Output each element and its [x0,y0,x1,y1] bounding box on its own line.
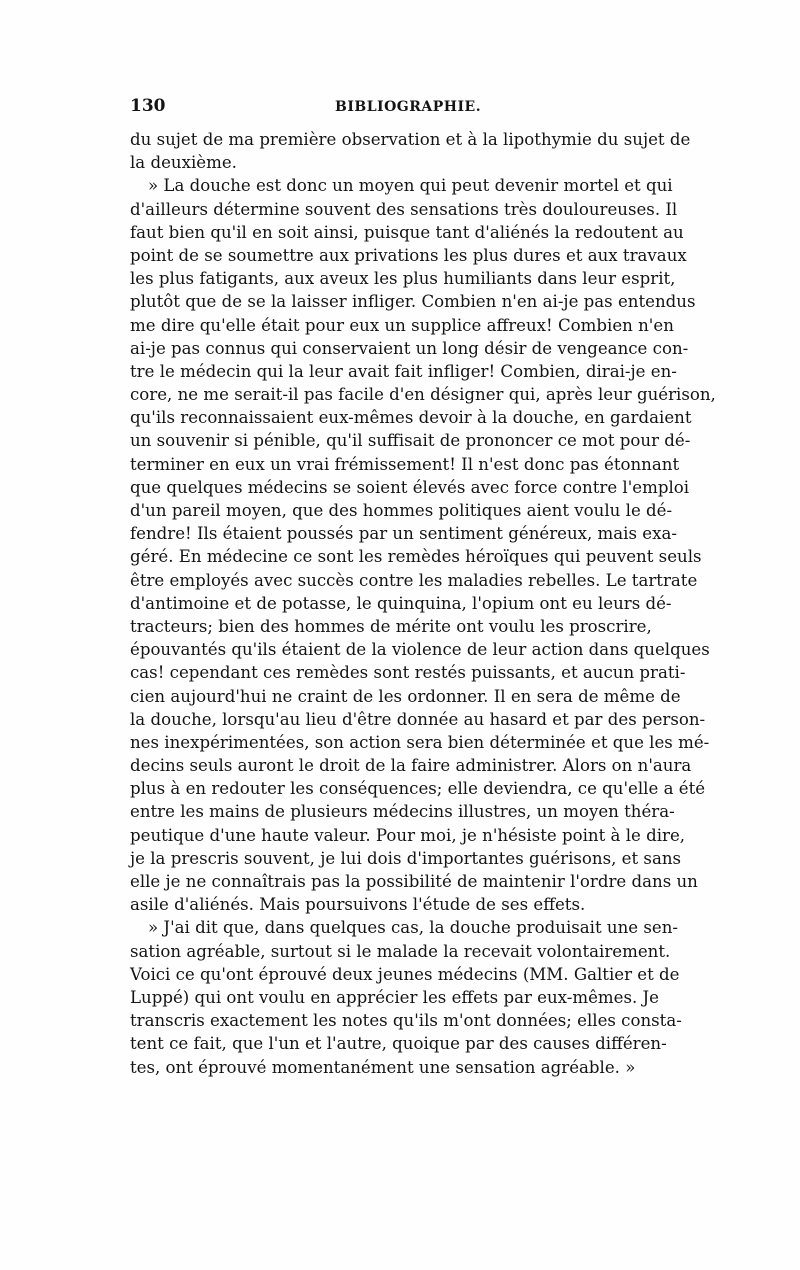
text-line: entre les mains de plusieurs médecins illustres, un moyen théra- [130,802,675,822]
text-line: tre le médecin qui la leur avait fait infliger! Combien, dirai-je en- [130,361,677,381]
text-line: ai-je pas connus qui conservaient un long désir de vengeance con- [130,338,689,358]
text-line: peutique d'une haute valeur. Pour moi, je n'hésiste point à le dire, [130,825,686,845]
text-line: géré. En médecine ce sont les remèdes héroïques qui peuvent seuls [130,547,702,567]
text-line: Voici ce qu'ont éprouvé deux jeunes médecins (MM. Galtier et de [130,964,680,984]
running-head [130,94,675,118]
text-line: tent ce fait, que l'un et l'autre, quoique par des causes différen- [130,1034,667,1054]
text-line: cien aujourd'hui ne craint de les ordonner. Il en sera de même de [130,686,681,706]
text-line: core, ne me serait-il pas facile d'en désigner qui, après leur guérison, [130,385,716,405]
text-line: du sujet de ma première observation et à la lipothymie du sujet de [130,130,691,149]
text-line: fendre! Ils étaient poussés par un sentiment généreux, mais exa- [130,524,677,544]
text-line: asile d'aliénés. Mais poursuivons l'étude de ses effets. [130,895,586,915]
text-line: faut bien qu'il en soit ainsi, puisque tant d'aliénés la redoutent au [130,222,684,242]
text-line: point de se soumettre aux privations les plus dures et aux travaux [130,245,687,265]
text-line: plutôt que de se la laisser infliger. Combien n'en ai-je pas entendus [130,292,696,312]
text-line: » La douche est donc un moyen qui peut devenir mortel et qui [148,176,673,196]
text-line: decins seuls auront le droit de la faire administrer. Alors on n'aura [130,756,692,776]
running-title: BIBLIOGRAPHIE. [335,99,482,115]
text-line: la deuxième. [130,153,237,173]
text-line: je la prescris souvent, je lui dois d'importantes guérisons, et sans [130,848,682,868]
text-line: me dire qu'elle était pour eux un supplice affreux! Combien n'en [130,315,674,335]
text-line: la douche, lorsqu'au lieu d'être donnée au hasard et par des person- [130,709,706,729]
text-line: terminer en eux un vrai frémissement! Il n'est donc pas étonnant [130,454,680,474]
text-line: tracteurs; bien des hommes de mérite ont voulu les proscrire, [130,616,652,636]
text-line: les plus fatigants, aux aveux les plus humiliants dans leur esprit, [130,269,676,289]
text-line: un souvenir si pénible, qu'il suffisait de prononcer ce mot pour dé- [130,431,691,451]
text-line: elle je ne connaîtrais pas la possibilité de maintenir l'ordre dans un [130,872,698,891]
text-line: que quelques médecins se soient élevés avec force contre l'emploi [130,477,690,497]
text-line: » J'ai dit que, dans quelques cas, la douche produisait une sen- [148,918,679,938]
text-line: nes inexpérimentées, son action sera bien déterminée et que les mé- [130,732,710,752]
text-line: d'antimoine et de potasse, le quinquina, l'opium ont eu leurs dé- [130,593,672,613]
text-line: plus à en redouter les conséquences; elle deviendra, ce qu'elle a été [130,779,706,799]
text-line: tes, ont éprouvé momentanément une sensation agréable. » [130,1057,636,1077]
text-line: cas! cependant ces remèdes sont restés puissants, et aucun prati- [130,663,686,683]
text-line: Luppé) qui ont voulu en apprécier les effets par eux-mêmes. Je [130,987,660,1007]
text-line: d'un pareil moyen, que des hommes politiques aient voulu le dé- [130,501,673,520]
text-line: transcris exactement les notes qu'ils m'ont données; elles consta- [130,1011,682,1031]
text-line: d'ailleurs détermine souvent des sensations très douloureuses. Il [130,199,678,219]
text-line: être employés avec succès contre les maladies rebelles. Le tartrate [130,570,698,590]
body-text [130,128,716,1078]
text-line: sation agréable, surtout si le malade la recevait volontairement. [130,941,671,961]
page-number: 130 [130,96,166,116]
text-line: qu'ils reconnaissaient eux-mêmes devoir à la douche, en gardaient [130,408,692,428]
text-line: épouvantés qu'ils étaient de la violence de leur action dans quelques [130,640,710,660]
